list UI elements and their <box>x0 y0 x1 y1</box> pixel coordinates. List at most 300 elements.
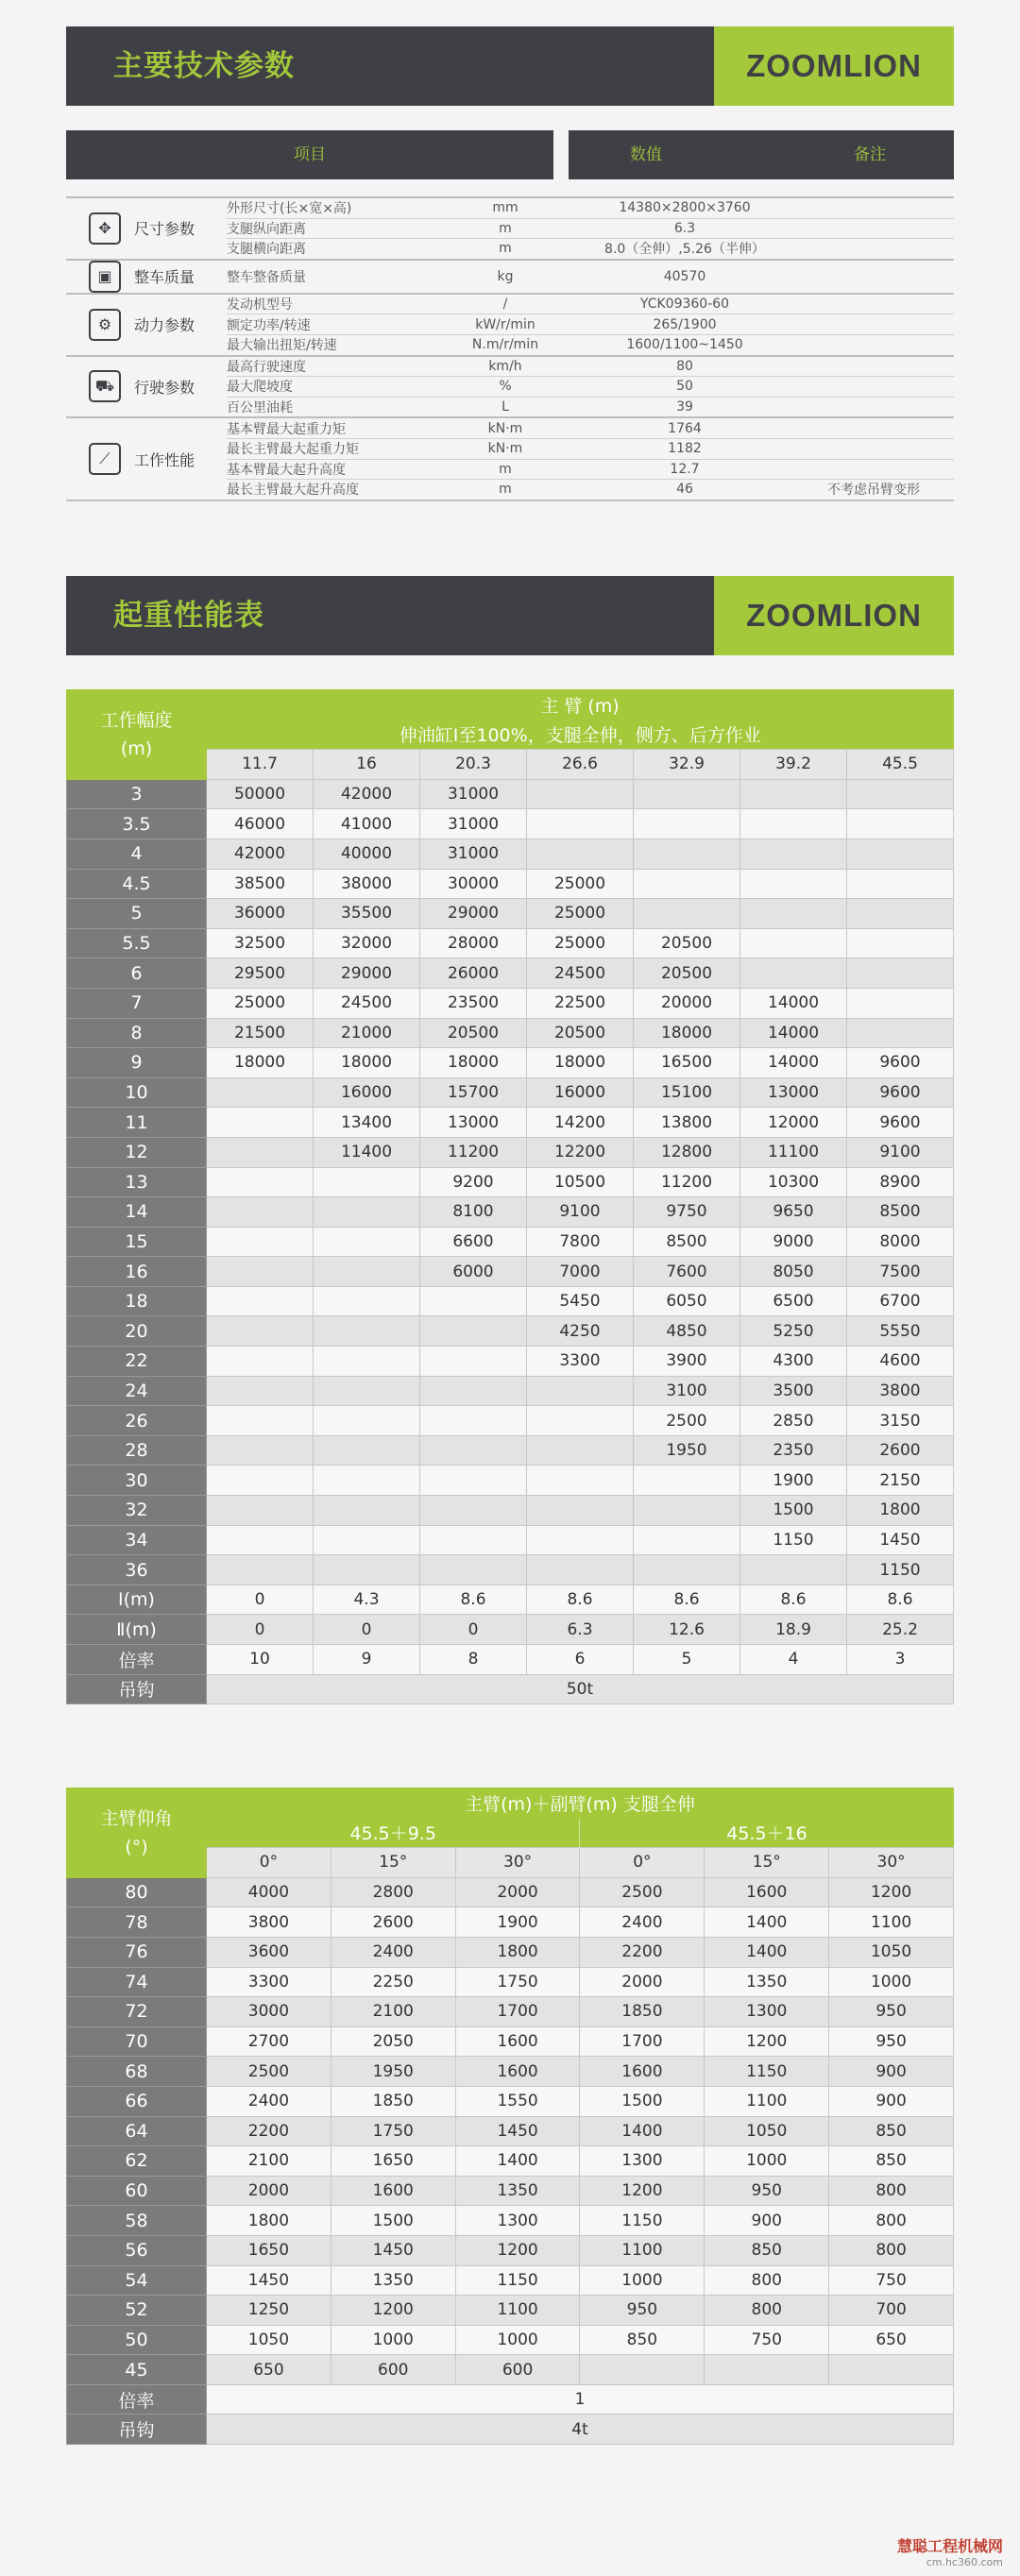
load-cell: 1200 <box>705 2026 829 2057</box>
table-row <box>67 899 954 929</box>
load-cell <box>829 2355 954 2385</box>
load-cell: 5450 <box>527 1286 634 1316</box>
load-cell <box>314 1316 420 1347</box>
load-cell <box>847 1018 954 1048</box>
spec-name: 百公里油耗 <box>227 397 434 417</box>
footer-row <box>67 1645 954 1675</box>
spec-name: 支腿横向距离 <box>227 239 434 260</box>
load-cell: 11200 <box>634 1167 740 1197</box>
spec-note <box>793 218 954 239</box>
brand-logo: ZOOMLION <box>714 576 954 655</box>
load-cell <box>634 899 740 929</box>
load-cell: 41000 <box>314 809 420 839</box>
load-cell: 950 <box>829 1997 954 2027</box>
boom-header: 主 臂 (m) <box>207 690 954 720</box>
table-row <box>67 1018 954 1048</box>
load-cell: 14200 <box>527 1108 634 1138</box>
radius-cell: 24 <box>67 1376 207 1406</box>
load-cell: 2000 <box>580 1967 705 1997</box>
load-cell <box>420 1496 527 1526</box>
load-cell: 1500 <box>580 2086 705 2116</box>
hook-value: 4t <box>207 2415 954 2445</box>
load-cell: 24500 <box>527 958 634 989</box>
spec-note <box>793 356 954 377</box>
load-cell: 1000 <box>829 1967 954 1997</box>
load-cell: 1400 <box>705 1907 829 1938</box>
angle-cell: 56 <box>67 2235 207 2265</box>
load-cell <box>847 839 954 869</box>
load-cell: 32000 <box>314 928 420 958</box>
load-cell: 3800 <box>207 1907 332 1938</box>
load-cell: 1650 <box>331 2146 455 2177</box>
load-cell: 9600 <box>847 1048 954 1078</box>
load-cell: 6000 <box>420 1257 527 1287</box>
spec-name: 基本臂最大起重力矩 <box>227 417 434 438</box>
footer-cell: 8.6 <box>634 1585 740 1615</box>
load-cell <box>527 809 634 839</box>
angle-cell: 68 <box>67 2057 207 2087</box>
angle-cell: 80 <box>67 1877 207 1907</box>
load-cell: 32500 <box>207 928 314 958</box>
table-row <box>67 1937 954 1967</box>
load-cell: 26000 <box>420 958 527 989</box>
angle-cell: 50 <box>67 2325 207 2355</box>
spec-value: 1182 <box>576 438 793 459</box>
angle-cell: 62 <box>67 2146 207 2177</box>
load-cell: 1550 <box>455 2086 580 2116</box>
load-cell: 600 <box>455 2355 580 2385</box>
engine-icon: ⚙ <box>89 309 121 341</box>
footer-cell: 12.6 <box>634 1615 740 1645</box>
jib-offset: 30° <box>455 1848 580 1878</box>
footer-cell: 4.3 <box>314 1585 420 1615</box>
load-cell: 750 <box>705 2325 829 2355</box>
footer-cell: 6.3 <box>527 1615 634 1645</box>
load-cell: 2150 <box>847 1466 954 1496</box>
table-row <box>67 1077 954 1108</box>
load-cell: 2400 <box>331 1937 455 1967</box>
load-cell <box>580 2355 705 2385</box>
load-cell <box>847 958 954 989</box>
spec-value: 50 <box>576 377 793 398</box>
boom-length: 39.2 <box>740 750 847 780</box>
load-cell: 8900 <box>847 1167 954 1197</box>
load-cell: 9750 <box>634 1197 740 1228</box>
load-cell <box>207 1376 314 1406</box>
load-cell: 2200 <box>580 1937 705 1967</box>
spec-category-label: 工作性能 <box>134 450 196 469</box>
radius-cell: 8 <box>67 1018 207 1048</box>
spec-name: 最长主臂最大起升高度 <box>227 480 434 500</box>
spec-value: 46 <box>576 480 793 500</box>
load-cell: 11200 <box>420 1137 527 1167</box>
load-cell: 2350 <box>740 1435 847 1466</box>
load-cell: 700 <box>829 2296 954 2326</box>
load-cell: 30000 <box>420 869 527 899</box>
load-cell <box>314 1167 420 1197</box>
radius-cell: 5 <box>67 899 207 929</box>
load-cell: 18000 <box>314 1048 420 1078</box>
spec-name: 最大输出扭矩/转速 <box>227 334 434 355</box>
load-cell: 7600 <box>634 1257 740 1287</box>
load-cell: 8050 <box>740 1257 847 1287</box>
load-cell: 1900 <box>455 1907 580 1938</box>
load-cell <box>314 1257 420 1287</box>
load-cell: 1300 <box>580 2146 705 2177</box>
load-banner <box>66 576 954 655</box>
load-cell: 1450 <box>455 2116 580 2146</box>
load-cell: 46000 <box>207 809 314 839</box>
spec-category-label: 尺寸参数 <box>134 220 196 239</box>
spec-unit: m <box>434 239 576 260</box>
load-cell <box>314 1227 420 1257</box>
load-cell <box>527 1376 634 1406</box>
load-cell: 18000 <box>420 1048 527 1078</box>
load-cell: 1500 <box>331 2206 455 2236</box>
spec-unit: m <box>434 480 576 500</box>
load-cell: 29000 <box>314 958 420 989</box>
load-cell <box>847 928 954 958</box>
table-row <box>67 2057 954 2087</box>
spec-header-value <box>569 130 954 179</box>
watermark-title: 慧聪工程机械网 <box>896 2537 1003 2555</box>
load-cell: 950 <box>580 2296 705 2326</box>
boom-length: 45.5 <box>847 750 954 780</box>
angle-cell: 74 <box>67 1967 207 1997</box>
load-cell: 9100 <box>847 1137 954 1167</box>
load-cell: 2700 <box>207 2026 332 2057</box>
spec-note <box>793 377 954 398</box>
table-row <box>67 1048 954 1078</box>
table-row <box>67 1997 954 2027</box>
angle-cell: 58 <box>67 2206 207 2236</box>
load-cell <box>634 869 740 899</box>
load-cell: 23500 <box>420 988 527 1018</box>
load-cell: 1100 <box>455 2296 580 2326</box>
table-row <box>67 1555 954 1585</box>
load-cell <box>207 1227 314 1257</box>
load-cell: 1150 <box>740 1525 847 1555</box>
table-row <box>67 2026 954 2057</box>
table-row <box>67 2206 954 2236</box>
load-cell: 20500 <box>634 928 740 958</box>
table-row <box>67 2116 954 2146</box>
load-cell: 1000 <box>455 2325 580 2355</box>
spec-name: 基本臂最大起升高度 <box>227 459 434 480</box>
hook-value: 50t <box>207 1674 954 1704</box>
radius-cell: 10 <box>67 1077 207 1108</box>
load-cell: 16500 <box>634 1048 740 1078</box>
load-cell: 22500 <box>527 988 634 1018</box>
load-cell <box>740 1555 847 1585</box>
spec-unit: kN·m <box>434 417 576 438</box>
watermark-site: cm.hc360.com <box>926 2556 1003 2568</box>
spec-unit: m <box>434 218 576 239</box>
hook-row <box>67 2415 954 2445</box>
footer-cell: 5 <box>634 1645 740 1675</box>
load-cell <box>634 1555 740 1585</box>
load-cell: 1350 <box>705 1967 829 1997</box>
load-cell: 9650 <box>740 1197 847 1228</box>
load-cell: 1950 <box>331 2057 455 2087</box>
spec-note <box>793 294 954 314</box>
load-cell: 15100 <box>634 1077 740 1108</box>
radius-cell: 3 <box>67 779 207 809</box>
header-value-label: 数值 <box>630 145 662 164</box>
table-row <box>67 1406 954 1436</box>
load-cell: 38000 <box>314 869 420 899</box>
load-cell: 6600 <box>420 1227 527 1257</box>
load-cell: 5550 <box>847 1316 954 1347</box>
load-cell: 9000 <box>740 1227 847 1257</box>
table-row <box>67 2176 954 2206</box>
table-row <box>67 1376 954 1406</box>
footer-cell: 0 <box>314 1615 420 1645</box>
load-cell <box>420 1347 527 1377</box>
load-cell: 3000 <box>207 1997 332 2027</box>
load-cell <box>314 1466 420 1496</box>
load-cell: 2000 <box>455 1877 580 1907</box>
load-cell <box>314 1435 420 1466</box>
load-cell: 29500 <box>207 958 314 989</box>
load-cell: 50000 <box>207 779 314 809</box>
footer-label: Ⅰ(m) <box>67 1585 207 1615</box>
load-cell: 8500 <box>847 1197 954 1228</box>
load-cell: 9100 <box>527 1197 634 1228</box>
load-cell: 8000 <box>847 1227 954 1257</box>
load-cell: 12000 <box>740 1108 847 1138</box>
radius-cell: 18 <box>67 1286 207 1316</box>
load-cell: 1600 <box>331 2176 455 2206</box>
load-cell: 35500 <box>314 899 420 929</box>
load-cell: 1150 <box>847 1555 954 1585</box>
load-cell <box>634 779 740 809</box>
load-cell: 1200 <box>829 1877 954 1907</box>
radius-cell: 4 <box>67 839 207 869</box>
load-cell: 4600 <box>847 1347 954 1377</box>
load-cell: 2400 <box>207 2086 332 2116</box>
table-row <box>67 2296 954 2326</box>
spec-category <box>66 356 227 418</box>
load-cell <box>740 958 847 989</box>
spec-note <box>793 260 954 294</box>
load-cell: 3300 <box>527 1347 634 1377</box>
load-cell: 800 <box>705 2296 829 2326</box>
load-cell <box>740 928 847 958</box>
load-cell: 8100 <box>420 1197 527 1228</box>
load-cell: 5250 <box>740 1316 847 1347</box>
load-cell: 1750 <box>455 1967 580 1997</box>
load-cell: 800 <box>829 2176 954 2206</box>
load-cell: 20500 <box>420 1018 527 1048</box>
table-row <box>67 1466 954 1496</box>
jib-offset: 0° <box>207 1848 332 1878</box>
load-cell: 3100 <box>634 1376 740 1406</box>
load-cell <box>207 1167 314 1197</box>
load-cell: 6500 <box>740 1286 847 1316</box>
load-cell: 600 <box>331 2355 455 2385</box>
load-cell: 25000 <box>527 869 634 899</box>
load-cell <box>314 1347 420 1377</box>
table-row <box>67 1496 954 1526</box>
load-cell: 1600 <box>455 2057 580 2087</box>
spec-header-item <box>66 130 553 179</box>
load-cell: 2850 <box>740 1406 847 1436</box>
load-cell <box>740 839 847 869</box>
spec-category-label: 动力参数 <box>134 316 196 335</box>
load-cell: 4300 <box>740 1347 847 1377</box>
radius-cell: 28 <box>67 1435 207 1466</box>
load-cell: 850 <box>580 2325 705 2355</box>
footer-cell: 8.6 <box>740 1585 847 1615</box>
load-cell <box>207 1108 314 1138</box>
jib-group: 45.5＋9.5 <box>207 1818 580 1848</box>
load-cell: 900 <box>829 2086 954 2116</box>
boom-length: 16 <box>314 750 420 780</box>
load-cell <box>420 1406 527 1436</box>
load-cell <box>847 869 954 899</box>
load-cell: 11100 <box>740 1137 847 1167</box>
load-cell: 1050 <box>829 1937 954 1967</box>
spec-name: 支腿纵向距离 <box>227 218 434 239</box>
load-cell: 1800 <box>207 2206 332 2236</box>
load-cell: 1200 <box>455 2235 580 2265</box>
load-cell: 950 <box>829 2026 954 2057</box>
load-cell <box>420 1555 527 1585</box>
load-cell: 31000 <box>420 839 527 869</box>
load-cell: 1300 <box>705 1997 829 2027</box>
footer-cell: 4 <box>740 1645 847 1675</box>
table-row <box>67 928 954 958</box>
table-row <box>67 1435 954 1466</box>
load-cell <box>527 839 634 869</box>
load-cell: 1300 <box>455 2206 580 2236</box>
footer-row <box>67 1585 954 1615</box>
load-header-row <box>67 690 954 720</box>
jib-offset: 30° <box>829 1848 954 1878</box>
load-cell: 31000 <box>420 809 527 839</box>
load-cell: 14000 <box>740 1018 847 1048</box>
load-cell <box>207 1257 314 1287</box>
spec-name: 发动机型号 <box>227 294 434 314</box>
load-cell: 1850 <box>580 1997 705 2027</box>
footer-cell: 8.6 <box>847 1585 954 1615</box>
load-cell: 1150 <box>455 2265 580 2296</box>
load-cell: 1400 <box>455 2146 580 2177</box>
spec-value: 1600/1100~1450 <box>576 334 793 355</box>
load-cell <box>634 1496 740 1526</box>
load-cell: 2400 <box>580 1907 705 1938</box>
load-cell: 1150 <box>580 2206 705 2236</box>
header-remark-label: 备注 <box>854 145 886 164</box>
footer-cell: 3 <box>847 1645 954 1675</box>
spec-note <box>793 239 954 260</box>
load-cell <box>314 1286 420 1316</box>
spec-note <box>793 314 954 335</box>
footer-cell: 8.6 <box>527 1585 634 1615</box>
load-cell: 1050 <box>207 2325 332 2355</box>
load-cell: 42000 <box>207 839 314 869</box>
spec-value: 39 <box>576 397 793 417</box>
radius-header: 工作幅度 (m) <box>67 690 207 780</box>
load-cell <box>740 809 847 839</box>
radius-cell: 36 <box>67 1555 207 1585</box>
load-cell: 1350 <box>455 2176 580 2206</box>
load-cell: 950 <box>705 2176 829 2206</box>
radius-cell: 14 <box>67 1197 207 1228</box>
spec-category <box>66 294 227 356</box>
spec-unit: kW/r/min <box>434 314 576 335</box>
load-cell: 13000 <box>740 1077 847 1108</box>
load-cell: 1250 <box>207 2296 332 2326</box>
spec-note <box>793 197 954 218</box>
load-cell <box>207 1347 314 1377</box>
load-cell: 1600 <box>455 2026 580 2057</box>
load-cell: 2600 <box>331 1907 455 1938</box>
load-cell: 13400 <box>314 1108 420 1138</box>
load-cell: 18000 <box>527 1048 634 1078</box>
table-row <box>67 2146 954 2177</box>
spec-section-title: 主要技术参数 <box>113 49 295 83</box>
spec-value: 14380×2800×3760 <box>576 197 793 218</box>
jib-load-table <box>66 1788 954 2445</box>
angle-cell: 52 <box>67 2296 207 2326</box>
load-cell <box>634 809 740 839</box>
load-cell: 1650 <box>207 2235 332 2265</box>
jib-offset: 15° <box>705 1848 829 1878</box>
load-cell: 20500 <box>527 1018 634 1048</box>
load-cell: 800 <box>705 2265 829 2296</box>
load-cell: 21000 <box>314 1018 420 1048</box>
spec-unit: L <box>434 397 576 417</box>
footer-label: 倍率 <box>67 1645 207 1675</box>
load-cell <box>634 1466 740 1496</box>
load-cell: 850 <box>829 2146 954 2177</box>
radius-cell: 20 <box>67 1316 207 1347</box>
load-cell <box>527 1525 634 1555</box>
load-cell: 2800 <box>331 1877 455 1907</box>
load-cell <box>420 1466 527 1496</box>
spec-name: 最高行驶速度 <box>227 356 434 377</box>
load-cell: 12200 <box>527 1137 634 1167</box>
jib-header-row <box>67 1788 954 1819</box>
spec-value: 80 <box>576 356 793 377</box>
table-row <box>67 2265 954 2296</box>
load-cell: 1350 <box>331 2265 455 2296</box>
load-cell <box>740 899 847 929</box>
spec-note <box>793 417 954 438</box>
load-cell: 4850 <box>634 1316 740 1347</box>
table-row <box>67 1347 954 1377</box>
load-cell: 1100 <box>829 1907 954 1938</box>
load-cell <box>847 779 954 809</box>
radius-cell: 11 <box>67 1108 207 1138</box>
spec-unit: N.m/r/min <box>434 334 576 355</box>
radius-cell: 6 <box>67 958 207 989</box>
angle-cell: 60 <box>67 2176 207 2206</box>
load-cell: 1400 <box>580 2116 705 2146</box>
spec-banner <box>66 26 954 106</box>
load-cell: 42000 <box>314 779 420 809</box>
brand-logo: ZOOMLION <box>714 26 954 106</box>
radius-cell: 12 <box>67 1137 207 1167</box>
load-cell: 3500 <box>740 1376 847 1406</box>
load-cell: 9600 <box>847 1077 954 1108</box>
angle-cell: 78 <box>67 1907 207 1938</box>
spec-unit: kg <box>434 260 576 294</box>
main-boom-load-table <box>66 689 954 1704</box>
spec-unit: m <box>434 459 576 480</box>
